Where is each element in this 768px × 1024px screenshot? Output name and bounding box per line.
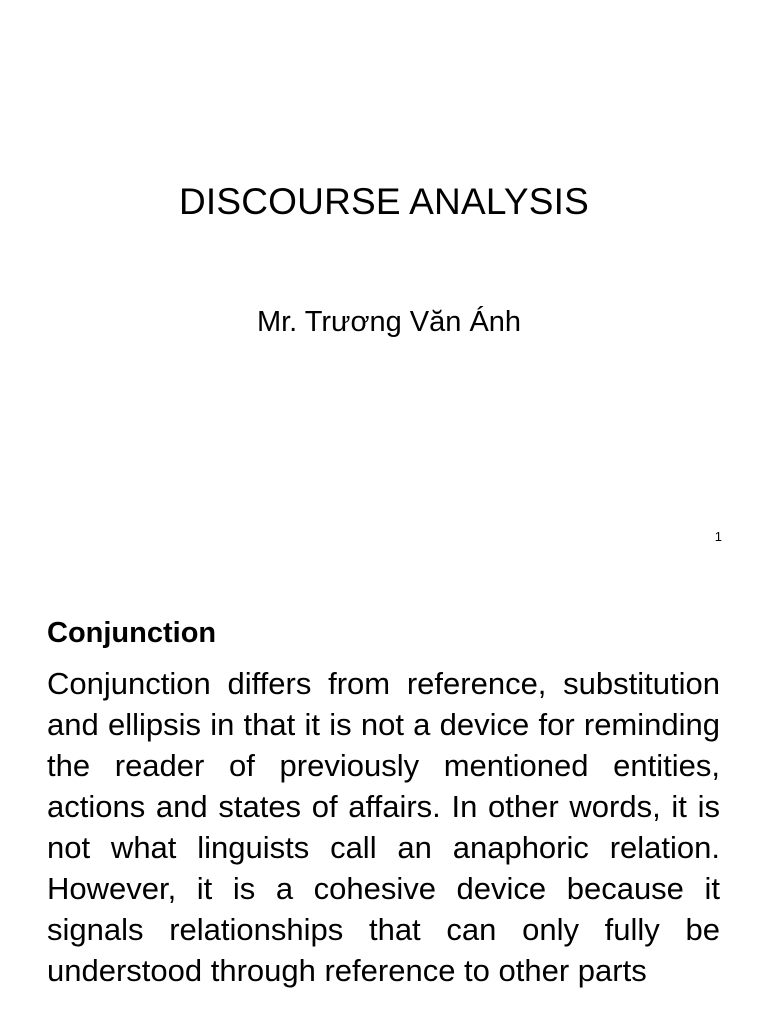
section-heading: Conjunction [47, 617, 217, 649]
author-name: Mr. Trương Văn Ánh [256, 306, 522, 338]
presentation-title: DISCOURSE ANALYSIS [178, 181, 590, 222]
body-paragraph: Conjunction differs from reference, substitution and ellipsis in that it is not a device for reminding the reader of previously mentioned entities, actions and states of affairs. In other words, it is not what linguists call an anaphoric relation. However, it is a cohesive device because it signals relationships that can only fully be understood through reference to other parts [47, 666, 720, 988]
slide-number: 1 [714, 529, 722, 544]
conjunction-slide [0, 565, 768, 1024]
